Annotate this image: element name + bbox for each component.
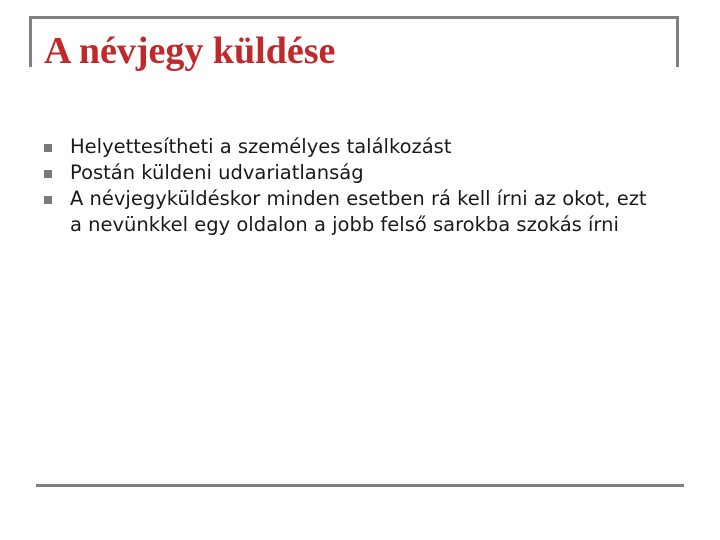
square-bullet-icon bbox=[44, 196, 52, 204]
frame-right-rule bbox=[676, 16, 679, 67]
square-bullet-icon bbox=[44, 144, 52, 152]
bullet-text: Helyettesítheti a személyes találkozást bbox=[70, 135, 452, 158]
bullet-text: A névjegyküldéskor minden esetben rá kell írni az okot, ezt a nevünkkel egy oldalon a jobb felső sarokba szokás írni bbox=[70, 187, 647, 236]
square-bullet-icon bbox=[44, 170, 52, 178]
frame-bottom-rule bbox=[36, 484, 684, 487]
bullet-item bbox=[44, 186, 664, 238]
bullet-text: Postán küldeni udvariatlanság bbox=[70, 161, 364, 184]
bullet-item bbox=[44, 160, 664, 186]
slide-title: A névjegy küldése bbox=[44, 30, 336, 72]
bullet-list bbox=[44, 134, 664, 238]
frame-top-rule bbox=[29, 16, 679, 19]
bullet-item bbox=[44, 134, 664, 160]
frame-left-rule bbox=[29, 16, 32, 67]
